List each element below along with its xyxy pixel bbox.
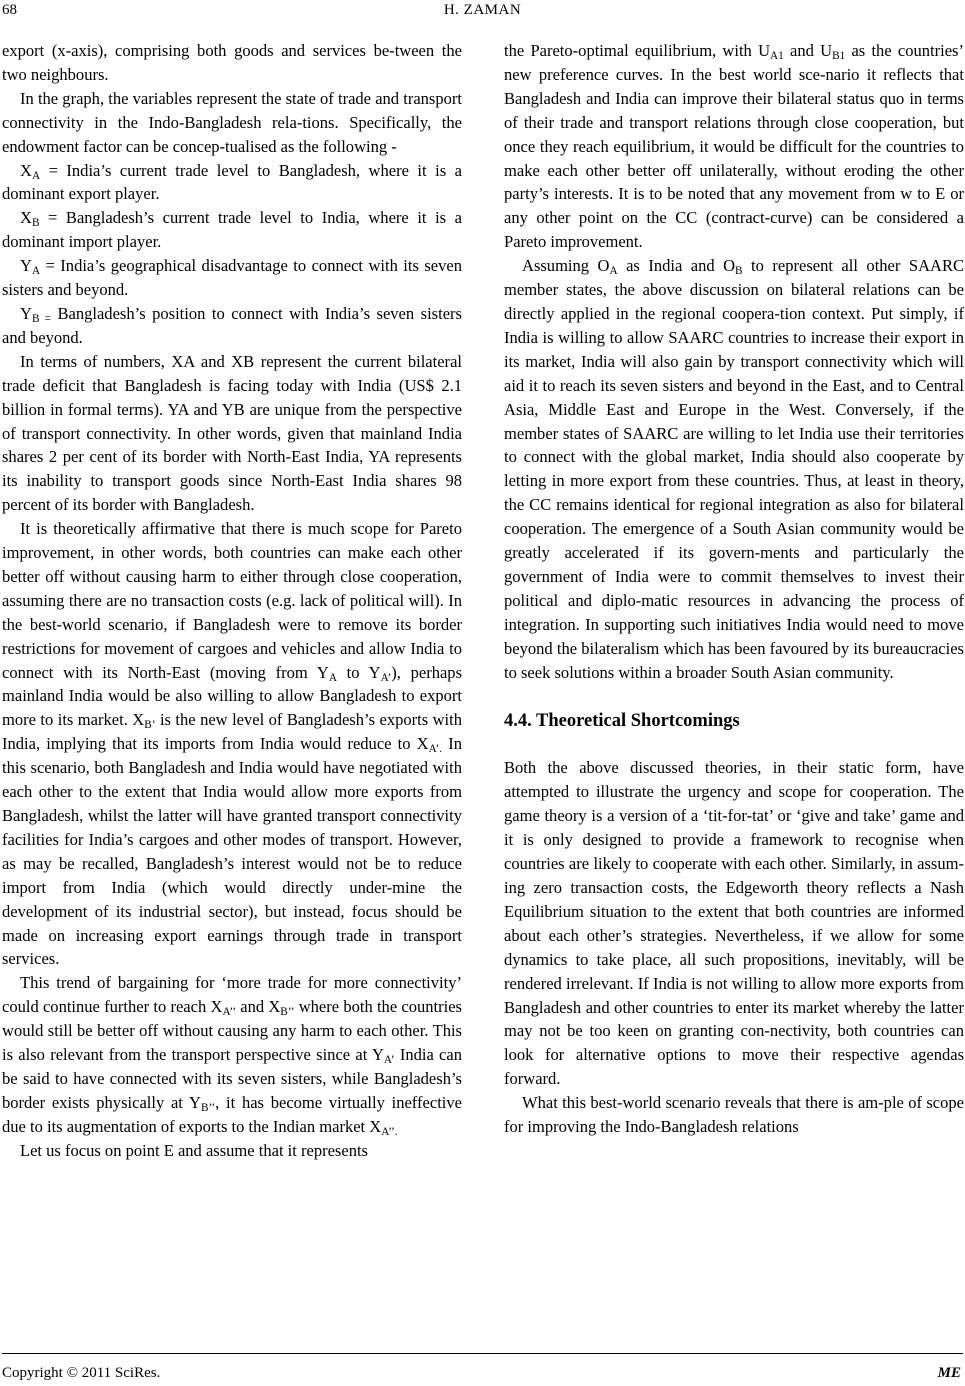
footer-rule — [2, 1353, 963, 1354]
paragraph — [504, 254, 964, 684]
subscript: A — [609, 264, 618, 277]
text-run: to represent all other SAARC member states, the above discussion on bilateral relations can be directly applied in the regional coopera-tion context. Put simply, if India is willing to allow SAARC countries to increase their export in its market, India will also gain by transport connectivity which will aid it to reach its seven sisters and beyond in the East, and to Central Asia, Middle East and Europe in the West. Conversely, if the member states of SAARC are willing to let India use their territories to connect with the global market, India should also cooperate by letting in more export from these countries. Thus, at least in theory, the CC remains identical for regional integration as also for bilateral cooperation. The emergence of a South Asian community would be greatly accelerated if its govern-ments and particularly the government of India were to commit themselves to invest their political and diplo-matic resources in advancing the process of integration. In supporting such initiatives India would need to move beyond the bilateralism which has been favoured by its bureaucracies to seek solutions within a broader South Asian community. — [504, 256, 964, 682]
variable-symbol: X — [20, 160, 32, 180]
subscript: A’ — [380, 671, 392, 684]
page-number: 68 — [2, 2, 17, 18]
text-run: It is theoretically affirmative that there is much scope for Pareto improvement, in other words, both countries can make each other better off without causing harm to either through close cooperation, assuming there are no transaction costs (e.g. lack of political will). In the best-world scenario, if Bangladesh were to remove its border restrictions for movement of cargoes and vehicles and allow India to connect with its North-East (moving from Y — [2, 519, 462, 682]
variable-subscript: B = — [31, 312, 51, 325]
variable-symbol: Y — [20, 256, 32, 276]
subscript: A’ — [383, 1053, 395, 1066]
paragraph: In the graph, the variables represent the state of trade and transport connectivity in the Indo-Bangladesh rela-tions. Specifically, the endowment factor can be concep-tualised as the following - — [2, 88, 462, 156]
page-footer — [0, 1353, 965, 1386]
text-run: India can be said to have connected with its seven sisters, while Bangladesh’s border exists physically at Y — [2, 1045, 462, 1112]
subscript: A — [328, 671, 337, 684]
variable-symbol: X — [20, 208, 32, 228]
paragraph: What this best-world scenario reveals that there is am-ple of scope for improving the Indo-Bangladesh relations — [504, 1093, 964, 1137]
definition-text: = India’s geographical disadvantage to connect with its seven sisters and beyond. — [2, 256, 462, 300]
text-run: and U — [783, 41, 833, 60]
variable-subscript: A — [31, 169, 41, 182]
subscript: A’’. — [381, 1125, 398, 1138]
variable-definition — [2, 206, 462, 254]
definition-text: Bangladesh’s position to connect with India’s seven sisters and beyond. — [2, 303, 462, 347]
variable-definition — [2, 302, 462, 350]
subscript: A’’ — [222, 1006, 236, 1019]
text-run: is the new level of Bangladesh’s exports with India, implying that its imports from India would reduce to X — [2, 710, 462, 754]
text-run: and X — [235, 997, 281, 1017]
paragraph: In terms of numbers, XA and XB represent the current bilateral trade deficit that Bangladesh is facing today with India (US$ 2.1 billion in formal terms). YA and YB are unique from the perspective of transport connectivity. In other words, given that mainland India shares 2 per cent of its border with North-East India, YA represents its inability to transport goods since North-East India shares 98 percent of its border with Bangladesh. — [2, 351, 462, 515]
paragraph: export (x-axis), comprising both goods and services be-tween the two neighbours. — [2, 41, 462, 84]
text-run: as India and O — [617, 256, 736, 276]
subscript: B’’ — [280, 1006, 295, 1019]
subscript: A1 — [770, 49, 784, 62]
subscript: B’’ — [200, 1101, 216, 1114]
text-run: the Pareto-optimal equilibrium, with U — [504, 41, 771, 60]
text-run: to Y — [336, 662, 381, 682]
variable-subscript: A — [31, 264, 41, 277]
definition-text: = Bangladesh’s current trade level to India, where it is a dominant import player. — [2, 208, 462, 252]
text-run: , it has become virtually ineffective due to its augmentation of exports to the Indian market X — [2, 1092, 462, 1136]
subscript: A’. — [428, 743, 443, 756]
text-run: Assuming O — [522, 256, 610, 276]
variable-definition — [2, 254, 462, 302]
variable-definition — [2, 159, 462, 207]
variable-subscript: B — [31, 217, 40, 230]
author-name: H. ZAMAN — [443, 2, 522, 18]
definition-text: = India’s current trade level to Bangladesh, where it is a dominant export player. — [2, 160, 462, 204]
paragraph — [504, 39, 964, 254]
paragraph — [2, 971, 462, 1138]
text-run: This trend of bargaining for ‘more trade for more connectivity’ could continue further to reach X — [2, 973, 462, 1017]
variable-symbol: Y — [20, 303, 32, 323]
text-run: as the countries’ new preference curves. In the best world sce-nario it reflects that Bangladesh and India can improve their bilateral status quo in terms of their trade and transport relations through close cooperation, but once they reach equilibrium, it would be difficult for the countries to make each other better off unilaterally, without eroding the other party’s interests. It is to be noted that any movement from w to E or any other point on the CC (contract-curve) can be considered a Pareto improvement. — [504, 41, 964, 252]
copyright-notice: Copyright © 2011 SciRes. — [2, 1365, 161, 1381]
subscript: B’ — [144, 719, 156, 732]
subscript: B — [735, 264, 743, 277]
subscript: B1 — [832, 49, 846, 62]
paragraph — [2, 517, 462, 971]
paragraph: Let us focus on point E and assume that it represents — [20, 1140, 368, 1160]
text-run: where both the countries would still be better off without causing any harm to each other. This is also relevant from the transport perspective since at Y — [2, 997, 462, 1065]
left-column — [2, 39, 462, 1163]
journal-abbreviation: ME — [937, 1365, 961, 1381]
text-run: ), perhaps mainland India would be also willing to allow Bangladesh to export more to its market. X — [2, 662, 462, 730]
right-column — [504, 39, 964, 1139]
paragraph: Both the above discussed theories, in their static form, have attempted to illustrate the urgency and scope for cooperation. The game theory is a version of a ‘tit-for-tat’ or ‘give and take’ game and it is only designed to provide a framework to recognise when countries are likely to cooperate with each other. Similarly, in assum-ing zero transaction costs, the Edgeworth theory reflects a Nash Equilibrium situation to the extent that both countries are informed about each other’s strategies. Nevertheless, if we allow for some dynamics to take place, all such propositions, inevitably, will be rendered irrelevant. If India is not willing to allow more exports from Bangladesh and other countries to enter its market whereby the latter may not be too keen on granting con-nectivity, both countries can look for alternative options to move their respective agendas forward. — [504, 758, 964, 1089]
running-header — [0, 2, 965, 26]
text-run: In this scenario, both Bangladesh and India would have negotiated with each other to the extent that India would allow more exports from Bangladesh, whilst the latter will have granted transport connectivity facilities for India’s cargoes and other modes of transport. However, as may be recalled, Bangladesh’s interest would not be to reduce import from India (which would directly under-mine the development of its industrial sector), but instead, focus should be made on increasing export earnings through trade in transport services. — [2, 734, 462, 969]
section-heading: 4.4. Theoretical Shortcomings — [504, 711, 740, 732]
